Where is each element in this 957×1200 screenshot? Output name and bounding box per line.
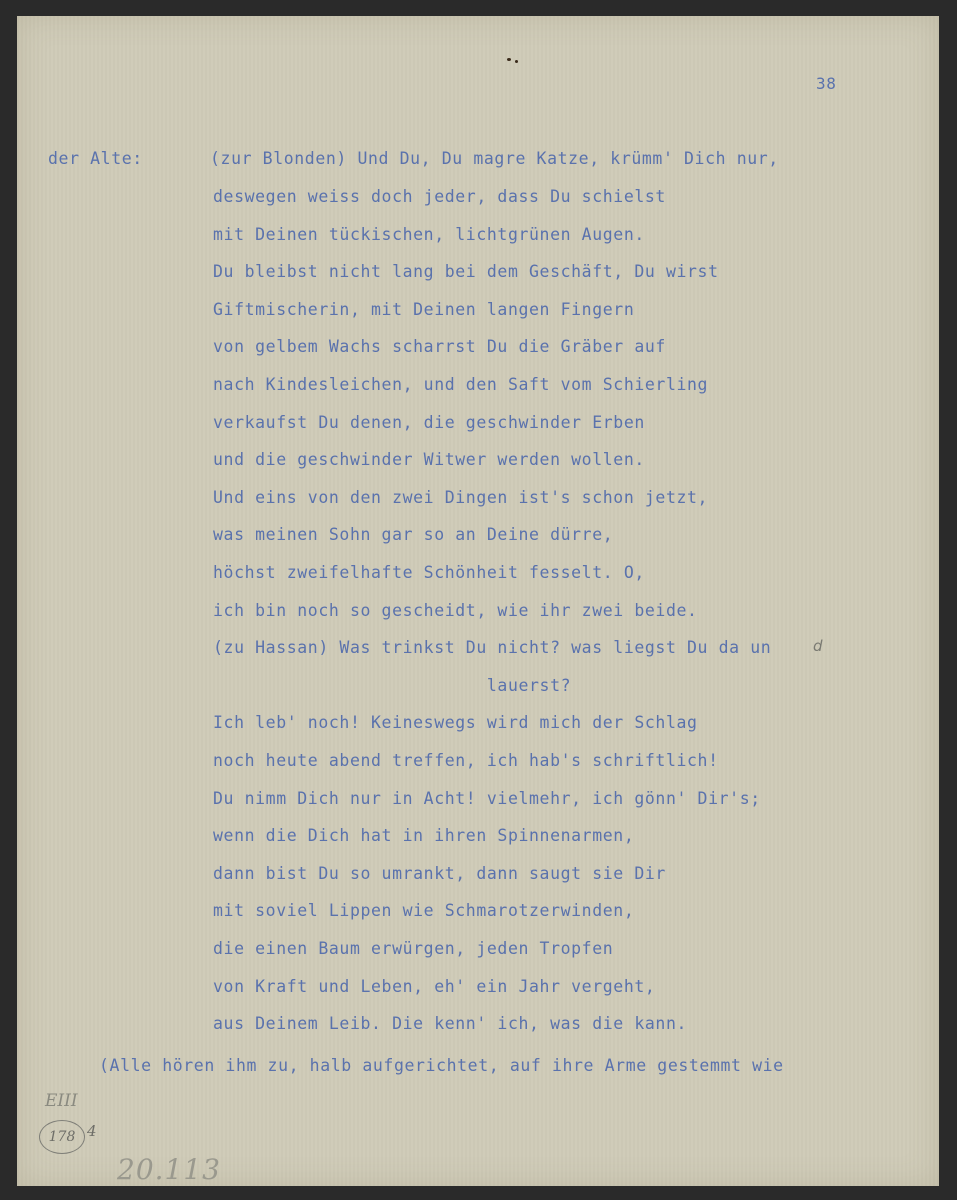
dialogue-line: ich bin noch so gescheidt, wie ihr zwei beide. (213, 601, 698, 620)
archive-suffix: 4 (87, 1122, 97, 1140)
dialogue-line: von gelbem Wachs scharrst Du die Gräber auf (213, 337, 666, 356)
dialogue-line: deswegen weiss doch jeder, dass Du schielst (213, 187, 666, 206)
page-number: 38 (816, 74, 837, 93)
closing-stage-direction: (Alle hören ihm zu, halb aufgerichtet, auf ihre Arme gestemmt wie (99, 1056, 784, 1075)
dialogue-line: die einen Baum erwürgen, jeden Tropfen (213, 939, 614, 958)
dialogue-line: und die geschwinder Witwer werden wollen. (213, 450, 645, 469)
dialogue-line: aus Deinem Leib. Die kenn' ich, was die kann. (213, 1014, 688, 1033)
dialogue-line: (zu Hassan) Was trinkst Du nicht? was liegst Du da un (213, 638, 772, 657)
dialogue-line: noch heute abend treffen, ich hab's schriftlich! (213, 751, 719, 770)
archive-circled-number: 178 (39, 1120, 85, 1154)
dialogue-line: was meinen Sohn gar so an Deine dürre, (213, 525, 614, 544)
archive-number: 20.113 (117, 1153, 221, 1186)
dialogue-line: Und eins von den zwei Dingen ist's schon jetzt, (213, 488, 709, 507)
opening-line: (zur Blonden) Und Du, Du magre Katze, krümm' Dich nur, (210, 149, 779, 168)
speaker-label: der Alte: (48, 149, 143, 168)
dialogue-line: verkaufst Du denen, die geschwinder Erben (213, 413, 645, 432)
dialogue-line: Giftmischerin, mit Deinen langen Fingern (213, 300, 635, 319)
dialogue-line: dann bist Du so umrankt, dann saugt sie Dir (213, 864, 666, 883)
paper-speck (515, 60, 518, 63)
paper-speck (507, 58, 511, 61)
dialogue-line: höchst zweifelhafte Schönheit fesselt. O, (213, 563, 645, 582)
dialogue-line: wenn die Dich hat in ihren Spinnenarmen, (213, 826, 635, 845)
dialogue-line: lauerst? (213, 676, 572, 695)
dialogue-line: Du bleibst nicht lang bei dem Geschäft, Du wirst (213, 262, 719, 281)
dialogue-line: von Kraft und Leben, eh' ein Jahr vergeht, (213, 977, 656, 996)
archive-series-mark: EIII (45, 1091, 78, 1111)
pencil-correction: d (813, 637, 823, 655)
dialogue-line: Du nimm Dich nur in Acht! vielmehr, ich gönn' Dir's; (213, 789, 761, 808)
dialogue-line: mit Deinen tückischen, lichtgrünen Augen. (213, 225, 645, 244)
dialogue-line: mit soviel Lippen wie Schmarotzerwinden, (213, 901, 635, 920)
dialogue-line: nach Kindesleichen, und den Saft vom Schierling (213, 375, 709, 394)
manuscript-page (17, 16, 939, 1186)
dialogue-line: Ich leb' noch! Keineswegs wird mich der Schlag (213, 713, 698, 732)
